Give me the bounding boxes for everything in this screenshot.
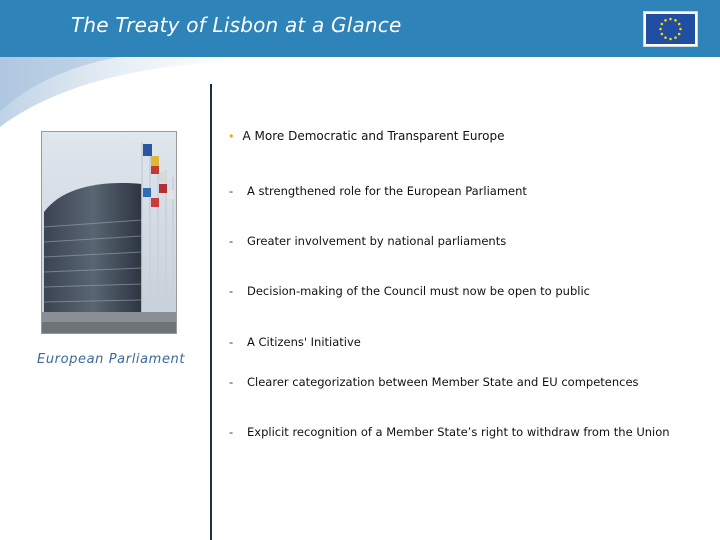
parliament-photo xyxy=(41,131,177,334)
divider-line xyxy=(210,84,212,540)
header-bar xyxy=(0,0,720,57)
star-icon xyxy=(661,23,664,26)
section-heading xyxy=(228,129,505,143)
list-item: - Greater involvement by national parliaments xyxy=(229,234,507,248)
dash-icon: - xyxy=(229,284,234,298)
star-icon xyxy=(679,28,682,31)
eu-flag-icon xyxy=(643,11,698,47)
star-icon xyxy=(674,36,677,39)
star-icon xyxy=(674,19,677,22)
list-item: - Clearer categorization between Member State and EU competences xyxy=(229,375,639,389)
dash-icon: - xyxy=(229,375,234,389)
list-item: - A strengthened role for the European Parliament xyxy=(229,184,527,198)
photo-caption: European Parliament xyxy=(37,352,186,367)
dash-icon: - xyxy=(229,335,234,349)
star-icon xyxy=(659,28,662,31)
star-icon xyxy=(678,23,681,26)
list-item: - Decision-making of the Council must now be open to public xyxy=(229,284,590,298)
list-item: - A Citizens' Initiative xyxy=(229,335,361,349)
star-icon xyxy=(669,18,672,21)
dash-icon: - xyxy=(229,184,234,198)
page-title: The Treaty of Lisbon at a Glance xyxy=(71,13,402,37)
star-icon xyxy=(669,38,672,41)
list-item: - Explicit recognition of a Member State’s right to withdraw from the Union xyxy=(229,425,670,439)
star-icon xyxy=(664,36,667,39)
star-icon xyxy=(661,33,664,36)
star-icon xyxy=(664,19,667,22)
section-heading-text: A More Democratic and Transparent Europe xyxy=(242,129,505,143)
star-icon xyxy=(678,33,681,36)
dash-icon: - xyxy=(229,425,234,439)
bullet-icon: • xyxy=(228,130,235,143)
dash-icon: - xyxy=(229,234,234,248)
